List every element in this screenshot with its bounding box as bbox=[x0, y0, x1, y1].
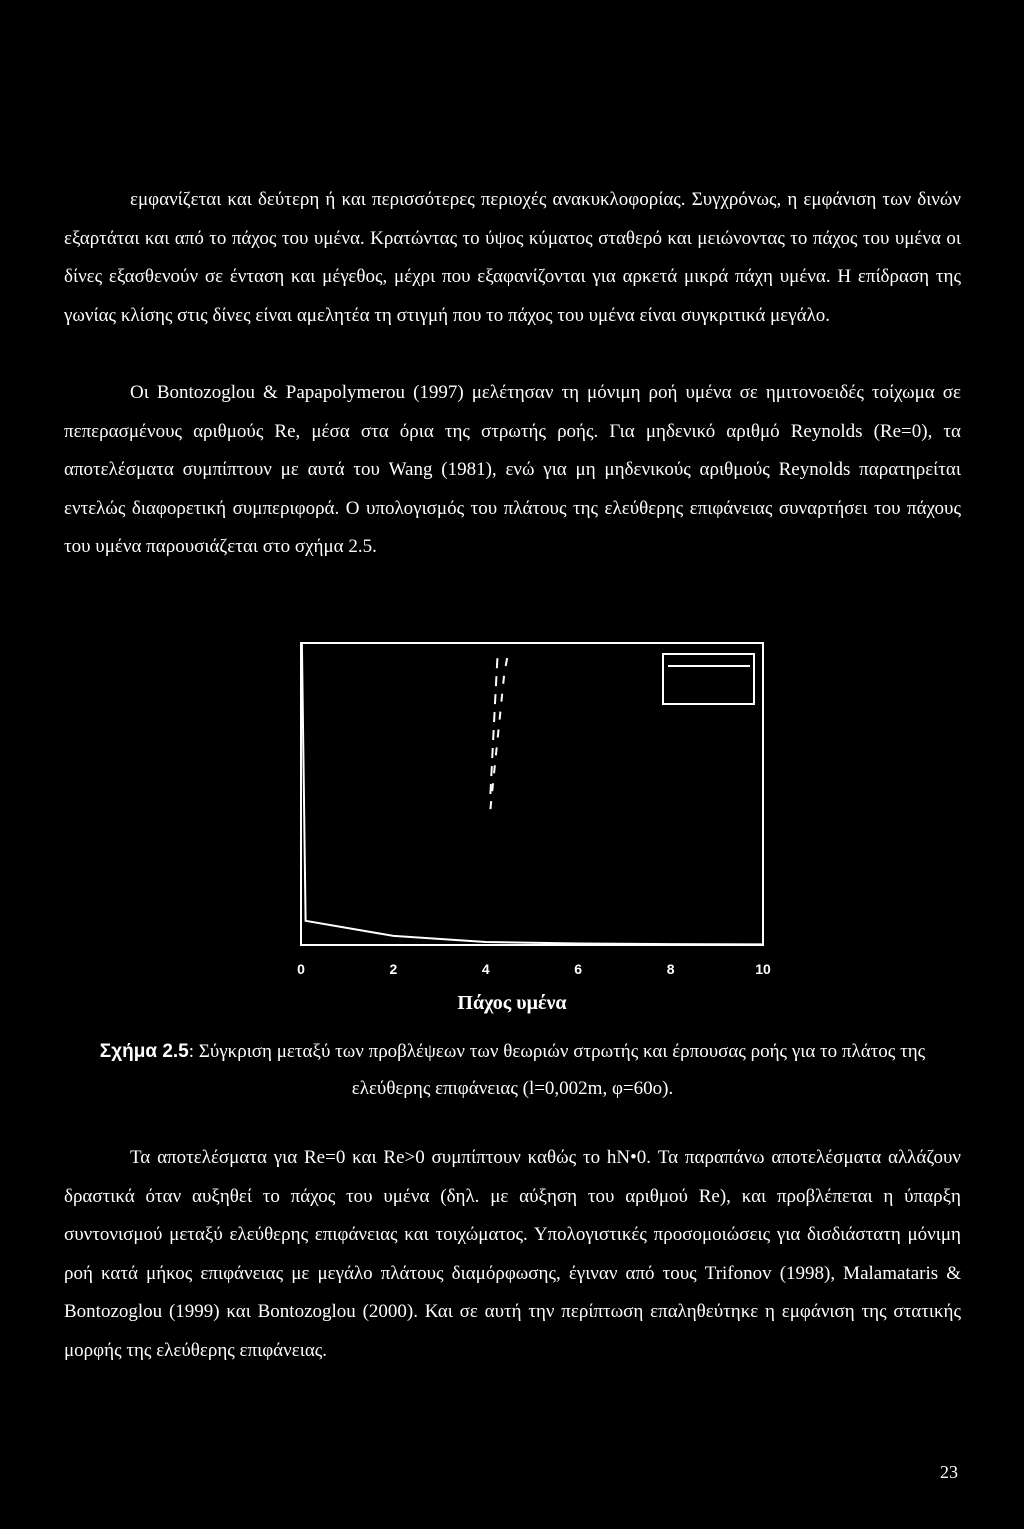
legend-box bbox=[663, 654, 754, 704]
series-layer bbox=[302, 643, 763, 944]
x-tick-label-2: 4 bbox=[481, 961, 490, 977]
x-axis-label: Πάχος υμένα bbox=[457, 992, 567, 1014]
tick-layer bbox=[297, 961, 771, 977]
x-tick-label-4: 8 bbox=[666, 961, 675, 977]
x-tick-label-1: 2 bbox=[389, 961, 398, 977]
page-number: 23 bbox=[940, 1462, 958, 1482]
body-paragraph-1: εμφανίζεται και δεύτερη ή και περισσότερες περιοχές ανακυκλοφορίας. Συγχρόνως, η εμφάνιση των δινών εξαρτάται και από το πάχος του υμένα. Κρατώντας το ύψος κύματος σταθερό και μειώνοντας το πάχος του υμένα οι δίνες εξασθενούν σε ένταση και μέγεθος, μέχρι που εξαφανίζονται για αρκετά μικρά πάχη υμένα. Η επίδραση της γωνίας κλίσης στις δίνες είναι αμελητέα τη στιγμή που το πάχος του υμένα είναι συγκριτικά μεγάλο. bbox=[64, 189, 961, 326]
figure-caption bbox=[64, 1033, 961, 1107]
plot-frame bbox=[301, 643, 763, 945]
x-tick-label-5: 10 bbox=[755, 961, 771, 977]
body-paragraph-2: Οι Bontozoglou & Papapolymerou (1997) μελέτησαν τη μόνιμη ροή υμένα σε ημιτονοειδές τοίχωμα σε πεπερασμένους αριθμούς Re, μέσα στα όρια της στρωτής ροής. Για μηδενικό αριθμό Reynolds (Re=0), τα αποτελέσματα συμπίπτουν με αυτά του Wang (1981), ενώ για μη μηδενικούς αριθμούς Reynolds παρατηρείται εντελώς διαφορετική συμπεριφορά. Ο υπολογισμός του πλάτους της ελεύθερης επιφάνειας συναρτήσει του πάχους του υμένα παρουσιάζεται στο σχήμα 2.5. bbox=[64, 382, 961, 558]
caption-text: : Σύγκριση μεταξύ των προβλέψεων των θεωριών στρωτής και έρπουσας ροής για το πλάτος της ελεύθερης επιφάνειας (l=0,002m, φ=60ο). bbox=[188, 1041, 926, 1099]
caption-label: Σχήμα 2.5 bbox=[99, 1041, 189, 1062]
x-tick-label-3: 6 bbox=[574, 961, 583, 977]
series-line-2 bbox=[490, 649, 509, 809]
body-paragraph-3: Τα αποτελέσματα για Re=0 και Re>0 συμπίπτουν καθώς το hN•0. Τα παραπάνω αποτελέσματα αλλάζουν δραστικά όταν αυξηθεί το πάχος του υμένα (δηλ. με αύξηση του αριθμού Re), και προβλέπεται η ύπαρξη συντονισμού μεταξύ ελεύθερης επιφάνειας και τοιχώματος. Υπολογιστικές προσομοιώσεις για δισδιάστατη μόνιμη ροή κατά μήκος επιφάνειας με μεγάλο πλάτους διαμόρφωσης, έγιναν από τους Trifonov (1998), Malamataris & Bontozoglou (1999) και Bontozoglou (2000). Και σε αυτή την περίπτωση επαληθεύτηκε η εμφάνιση της στατικής μορφής της ελεύθερης επιφάνειας. bbox=[64, 1147, 961, 1361]
series-line-3 bbox=[490, 658, 497, 794]
x-tick-label-0: 0 bbox=[297, 961, 305, 977]
series-line-1 bbox=[302, 643, 763, 944]
